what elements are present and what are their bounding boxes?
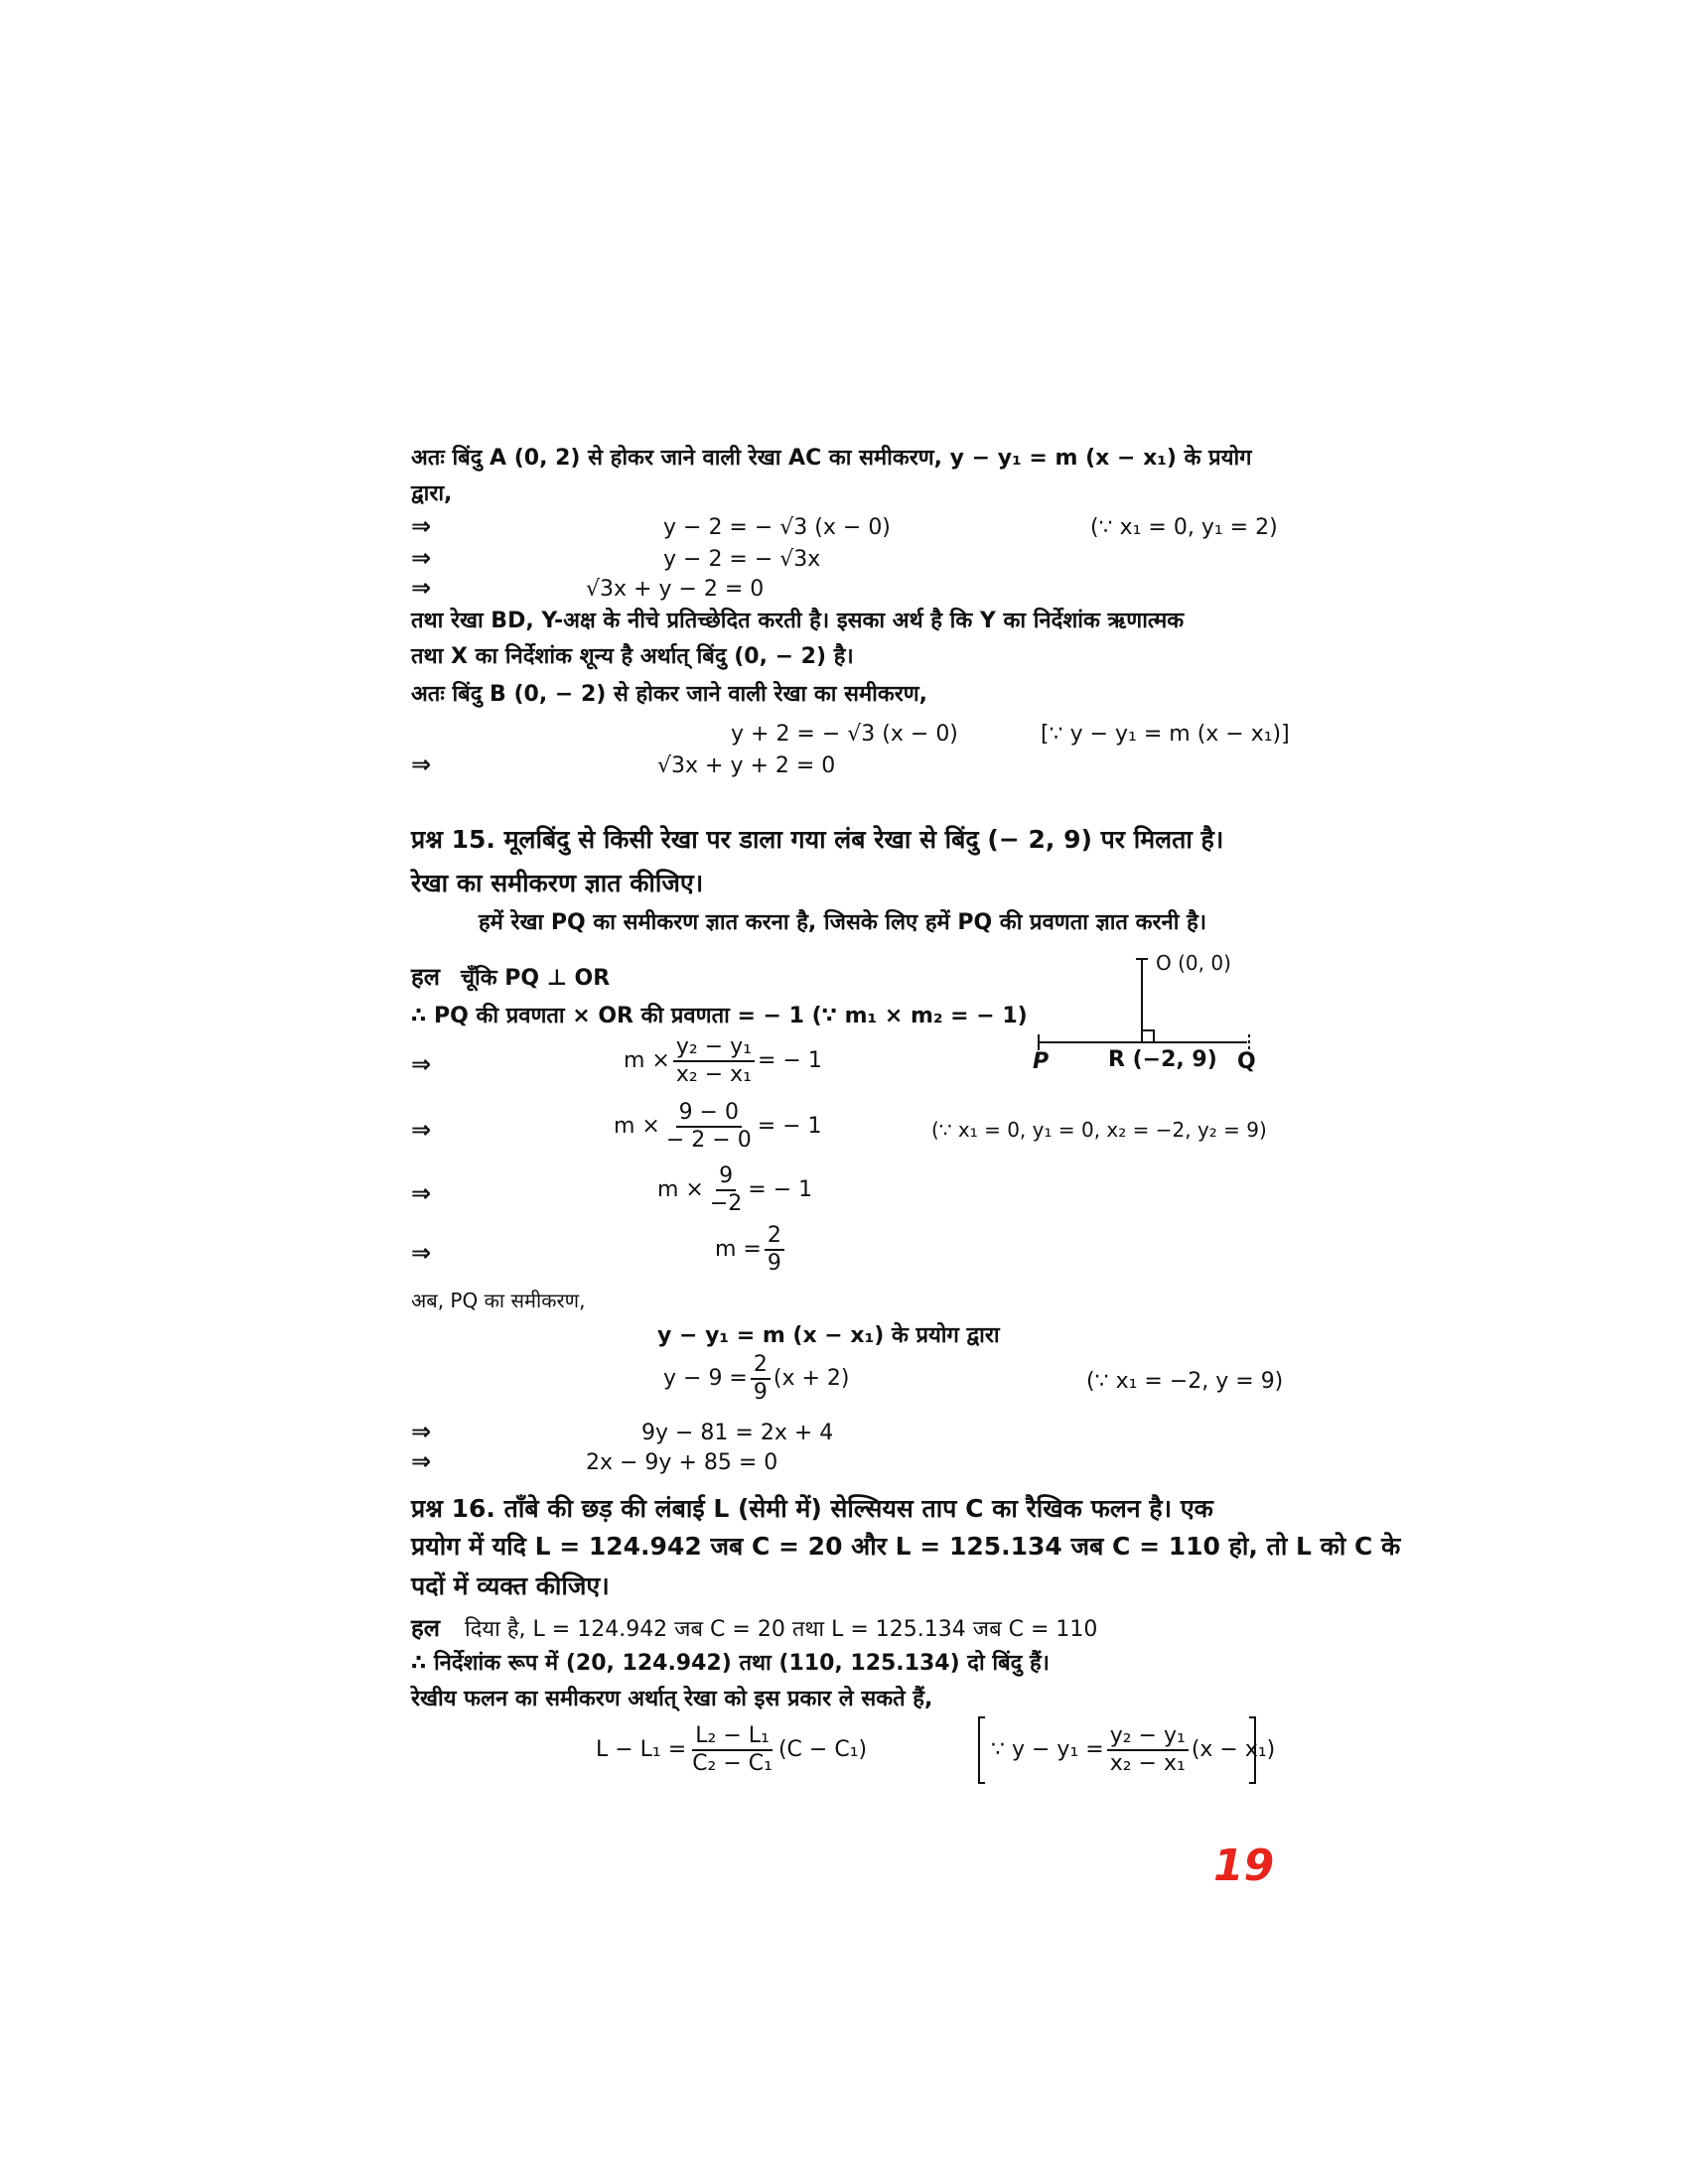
eq-left: ∵ y − y₁ = xyxy=(991,1737,1104,1762)
text-line: तथा X का निर्देशांक शून्य है अर्थात् बिंदु (0, − 2) है। xyxy=(411,644,854,669)
right-angle-mark xyxy=(1142,1030,1154,1042)
solution-text: चूँकि PQ ⊥ OR xyxy=(461,966,611,991)
numerator: y₂ − y₁ xyxy=(673,1034,755,1062)
denominator: 9 xyxy=(753,1380,768,1405)
fraction xyxy=(689,1723,775,1777)
solution-line xyxy=(411,963,610,993)
eq-left: m × xyxy=(614,1114,660,1139)
fraction xyxy=(1107,1723,1189,1777)
fraction xyxy=(707,1163,745,1217)
text-line: y − y₁ = m (x − x₁) के प्रयोग द्वारा xyxy=(657,1323,1000,1348)
text-line: हमें रेखा PQ का समीकरण ज्ञात करना है, जिसके लिए हमें PQ की प्रवणता ज्ञात करनी है। xyxy=(479,910,1207,935)
solution-line xyxy=(411,1614,1097,1644)
eq-right: = − 1 xyxy=(757,1048,822,1073)
equation: y − 2 = − √3 (x − 0) xyxy=(663,515,891,540)
solution-label: हल xyxy=(411,963,441,991)
note-bracket xyxy=(977,1715,1276,1785)
eq-right: (x + 2) xyxy=(773,1366,850,1391)
implies-arrow: ⇒ xyxy=(411,1116,432,1144)
equation-note: (∵ x₁ = 0, y₁ = 0, x₂ = −2, y₂ = 9) xyxy=(931,1118,1267,1142)
question-title: प्रश्न 16. ताँबे की छड़ की लंबाई L (सेमी में) सेल्सियस ताप C का रैखिक फलन है। एक xyxy=(411,1494,1213,1523)
implies-arrow: ⇒ xyxy=(411,1179,432,1207)
implies-arrow: ⇒ xyxy=(411,574,432,602)
numerator: 2 xyxy=(765,1223,784,1251)
label-p: P xyxy=(1033,1049,1050,1074)
text-line: ∴ निर्देशांक रूप में (20, 124.942) तथा (110, 125.134) दो बिंदु हैं। xyxy=(411,1651,1050,1676)
fraction xyxy=(673,1034,755,1088)
eq-right: (C − C₁) xyxy=(777,1737,868,1762)
page-number: 19 xyxy=(1213,1841,1275,1891)
implies-arrow: ⇒ xyxy=(411,1050,432,1078)
implies-arrow: ⇒ xyxy=(411,751,432,778)
numerator: 9 − 0 xyxy=(676,1100,742,1128)
equation-note xyxy=(991,1723,1275,1777)
solution-text: दिया है, L = 124.942 जब C = 20 तथा L = 125.134 जब C = 110 xyxy=(465,1617,1098,1642)
implies-arrow: ⇒ xyxy=(411,1447,432,1475)
text-line: द्वारा, xyxy=(411,481,453,506)
eq-left: m = xyxy=(715,1237,762,1262)
equation xyxy=(614,1100,822,1154)
label-q: Q xyxy=(1237,1049,1256,1074)
implies-arrow: ⇒ xyxy=(411,1239,432,1267)
numerator: 2 xyxy=(751,1352,771,1380)
equation-note: [∵ y − y₁ = m (x − x₁)] xyxy=(1041,722,1290,747)
implies-arrow: ⇒ xyxy=(411,512,432,540)
text-line: तथा रेखा BD, Y-अक्ष के नीचे प्रतिच्छेदित करती है। इसका अर्थ है कि Y का निर्देशांक ऋणात्मक xyxy=(411,609,1185,633)
denominator: − 2 − 0 xyxy=(665,1128,752,1153)
equation xyxy=(596,1723,867,1777)
text-line: रेखीय फलन का समीकरण अर्थात् रेखा को इस प्रकार ले सकते हैं, xyxy=(411,1687,933,1711)
question-title: पदों में व्यक्त कीजिए। xyxy=(411,1571,610,1600)
implies-arrow: ⇒ xyxy=(411,1418,432,1445)
numerator: L₂ − L₁ xyxy=(692,1723,773,1751)
text-line: अतः बिंदु B (0, − 2) से होकर जाने वाली रेखा का समीकरण, xyxy=(411,682,928,707)
solution-label: हल xyxy=(411,1614,441,1642)
eq-right: = − 1 xyxy=(757,1114,822,1139)
numerator: 9 xyxy=(716,1163,736,1191)
numerator: y₂ − y₁ xyxy=(1107,1723,1189,1751)
denominator: 9 xyxy=(767,1251,781,1276)
eq-left: y − 9 = xyxy=(663,1366,748,1391)
denominator: x₂ − x₁ xyxy=(1109,1751,1186,1776)
fraction xyxy=(751,1352,771,1406)
equation: √3x + y − 2 = 0 xyxy=(586,577,765,602)
label-r: R (−2, 9) xyxy=(1108,1047,1217,1072)
question-title: प्रश्न 15. मूलबिंदु से किसी रेखा पर डाला गया लंब रेखा से बिंदु (− 2, 9) पर मिलता है। xyxy=(411,825,1224,854)
equation: 2x − 9y + 85 = 0 xyxy=(586,1450,778,1475)
equation xyxy=(657,1163,812,1217)
equation xyxy=(624,1034,822,1088)
question-title: रेखा का समीकरण ज्ञात कीजिए। xyxy=(411,869,704,897)
equation: √3x + y + 2 = 0 xyxy=(657,753,836,778)
equation: y + 2 = − √3 (x − 0) xyxy=(731,722,958,747)
implies-arrow: ⇒ xyxy=(411,544,432,572)
eq-left: L − L₁ = xyxy=(596,1737,687,1762)
fraction xyxy=(663,1100,755,1154)
equation-note: (∵ x₁ = −2, y = 9) xyxy=(1086,1369,1284,1394)
equation: y − 2 = − √3x xyxy=(663,547,821,572)
equation xyxy=(715,1223,787,1277)
text-line: अतः बिंदु A (0, 2) से होकर जाने वाली रेखा AC का समीकरण, y − y₁ = m (x − x₁) के प्रयोग xyxy=(411,446,1252,471)
denominator: x₂ − x₁ xyxy=(675,1062,752,1087)
equation xyxy=(663,1352,849,1406)
equation: 9y − 81 = 2x + 4 xyxy=(641,1421,834,1445)
eq-right: = − 1 xyxy=(748,1177,813,1202)
fraction xyxy=(765,1223,784,1277)
equation-note: (∵ x₁ = 0, y₁ = 2) xyxy=(1090,515,1278,540)
text-line: ∴ PQ की प्रवणता × OR की प्रवणता = − 1 (∵ m₁ × m₂ = − 1) xyxy=(411,1004,1028,1028)
question-title: प्रयोग में यदि L = 124.942 जब C = 20 और L = 125.134 जब C = 110 हो, तो L को C के xyxy=(411,1532,1401,1561)
text-line: अब, PQ का समीकरण, xyxy=(411,1289,586,1312)
denominator: C₂ − C₁ xyxy=(692,1751,773,1776)
eq-left: m × xyxy=(624,1048,670,1073)
eq-right: (x − x₁) xyxy=(1191,1737,1276,1762)
eq-left: m × xyxy=(657,1177,704,1202)
denominator: −2 xyxy=(709,1191,743,1216)
label-o: O (0, 0) xyxy=(1156,951,1231,975)
